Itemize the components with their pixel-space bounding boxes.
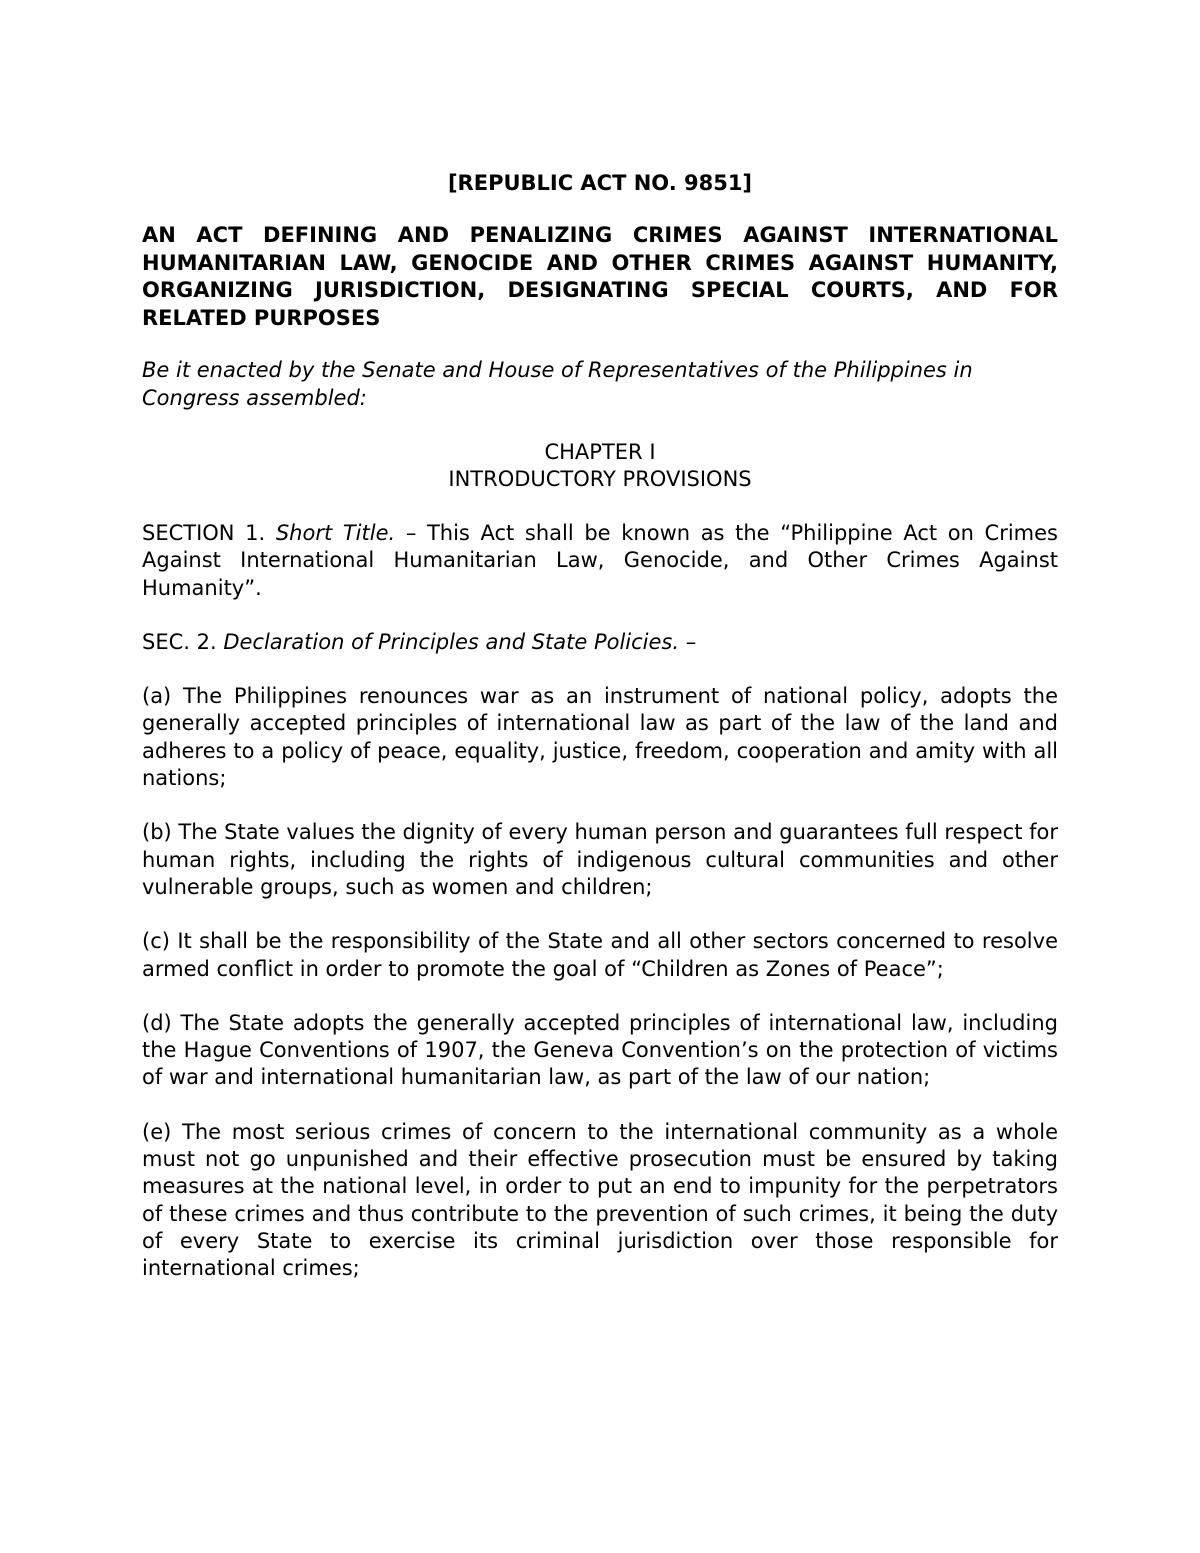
section-1-body: – This Act shall be known as the “Philippine Act on Crimes Against International Humanitarian Law, Genocide, and Other Crimes Against Humanity”. bbox=[142, 521, 1058, 600]
act-title: AN ACT DEFINING AND PENALIZING CRIMES AGAINST INTERNATIONAL HUMANITARIAN LAW, GENOCIDE AND OTHER CRIMES AGAINST HUMANITY, ORGANIZING JURISDICTION, DESIGNATING SPECIAL COURTS, AND FOR RELATED PURPOSES bbox=[142, 223, 1058, 330]
act-number: [REPUBLIC ACT NO. 9851] bbox=[447, 171, 753, 195]
clause-b: (b) The State values the dignity of every human person and guarantees full respect for human rights, including the rights of indigenous cultural communities and other vulnerable groups, such as women and children; bbox=[142, 820, 1058, 899]
section-2-dash: – bbox=[679, 629, 697, 654]
chapter-title: INTRODUCTORY PROVISIONS bbox=[448, 467, 752, 491]
clause-a: (a) The Philippines renounces war as an instrument of national policy, adopts the generally accepted principles of international law as part of the law of the land and adheres to a policy of peace, equality, justice, freedom, cooperation and amity with all nations; bbox=[142, 684, 1058, 791]
clause-c: (c) It shall be the responsibility of the State and all other sectors concerned to resolve armed conflict in order to promote the goal of “Children as Zones of Peace”; bbox=[142, 929, 1058, 981]
chapter-number: CHAPTER I bbox=[544, 440, 656, 464]
section-2 bbox=[142, 629, 1058, 656]
section-1-label: SECTION 1. bbox=[142, 521, 276, 545]
clause-e: (e) The most serious crimes of concern to the international community as a whole must not go unpunished and their effective prosecution must be ensured by taking measures at the national level, in order to put an end to impunity for the perpetrators of these crimes and thus contribute to the prevention of such crimes, it being the duty of every State to exercise its criminal jurisdiction over those responsible for international crimes; bbox=[142, 1119, 1058, 1281]
section-1-heading: Short Title. bbox=[275, 521, 396, 545]
section-1 bbox=[142, 520, 1058, 602]
section-2-label: SEC. 2. bbox=[142, 629, 224, 654]
chapter-heading bbox=[142, 439, 1058, 493]
clause-d: (d) The State adopts the generally accepted principles of international law, including the Hague Conventions of 1907, the Geneva Convention’s on the protection of victims of war and international humanitarian law, as part of the law of our nation; bbox=[142, 1010, 1058, 1090]
enacting-clause: Be it enacted by the Senate and House of Representatives of the Philippines in Congress assembled: bbox=[142, 358, 973, 410]
document-page bbox=[142, 168, 1058, 1283]
section-2-heading: Declaration of Principles and State Policies. bbox=[223, 629, 680, 654]
